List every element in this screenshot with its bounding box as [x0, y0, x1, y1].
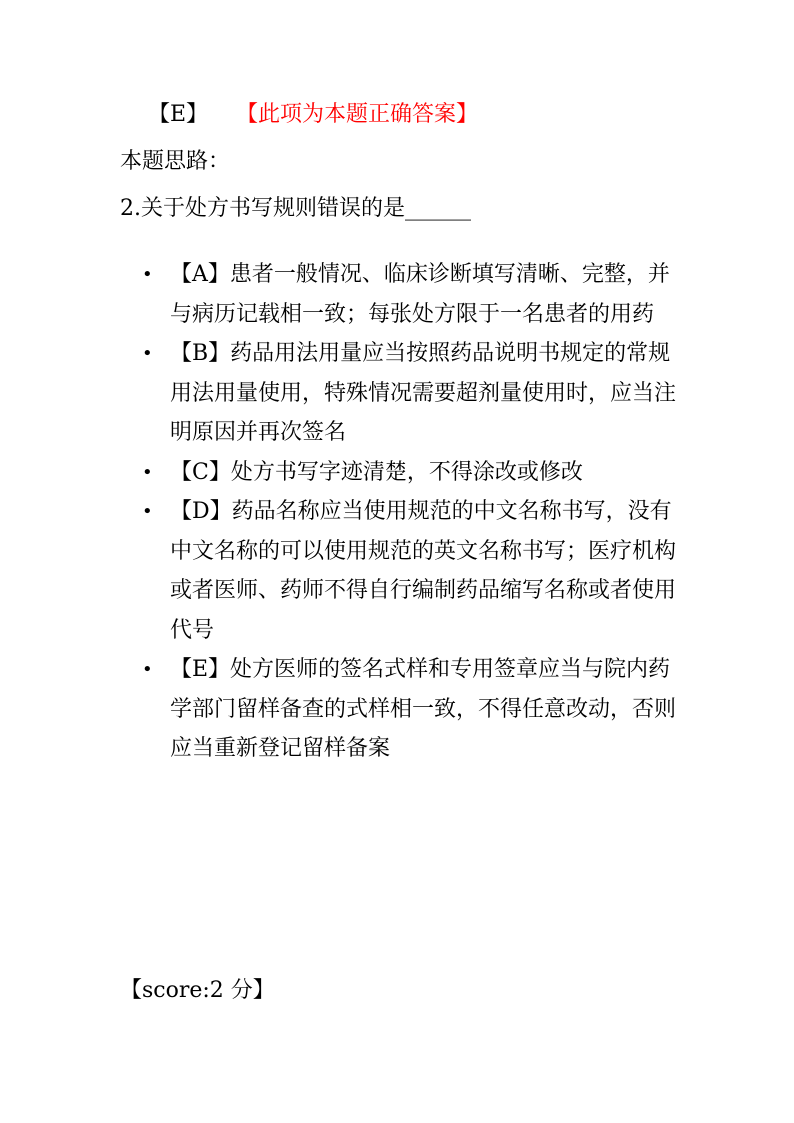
bullet-icon: •	[142, 264, 153, 285]
bullet-icon: •	[142, 343, 153, 364]
option-b-text: 【B】药品用法用量应当按照药品说明书规定的常规用法用量使用，特殊情况需要超剂量使用时，应当注明原因并再次签名	[170, 341, 677, 445]
reasoning-label: 本题思路：	[120, 149, 231, 174]
option-d-text: 【D】药品名称应当使用规范的中文名称书写，没有中文名称的可以使用规范的英文名称书写；医疗机构或者医师、药师不得自行编制药品缩写名称或者使用代号	[170, 499, 677, 643]
bullet-icon: •	[142, 501, 153, 522]
correct-answer-note: 【此项为本题正确答案】	[236, 102, 479, 127]
option-e	[120, 650, 680, 769]
option-d	[120, 492, 680, 650]
option-a	[120, 255, 680, 334]
option-list	[120, 255, 680, 769]
answer-label: 【E】	[148, 102, 209, 127]
bullet-icon: •	[142, 461, 153, 483]
option-e-text: 【E】处方医师的签名式样和专用签章应当与院内药学部门留样备查的式样相一致，不得任意改动，否则应当重新登记留样备案	[170, 657, 677, 761]
score-label: 【score:2 分】	[120, 978, 275, 1003]
option-c-text: 【C】处方书写字迹清楚，不得涂改或修改	[170, 459, 583, 485]
option-b	[120, 334, 680, 453]
option-a-text: 【A】患者一般情况、临床诊断填写清晰、完整，并与病历记载相一致；每张处方限于一名患者的用药	[170, 262, 670, 327]
option-c	[120, 453, 680, 493]
bullet-icon: •	[142, 659, 153, 680]
question-text: 2.关于处方书写规则错误的是______	[120, 196, 471, 221]
correct-answer-line	[148, 98, 478, 132]
